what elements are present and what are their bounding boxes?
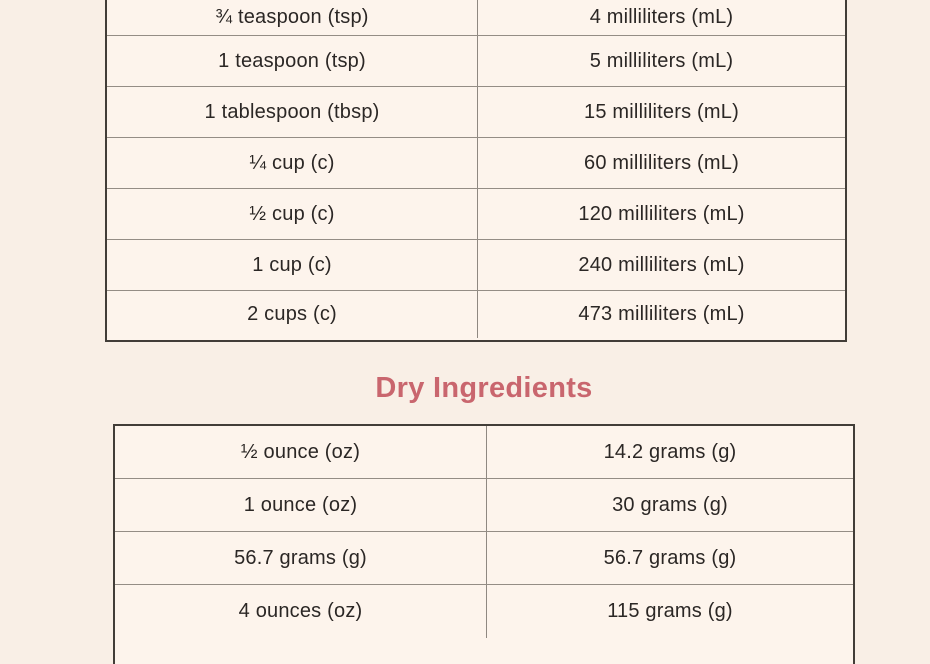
measure-cell: ¼ cup (c): [107, 138, 478, 188]
conversion-cell: 240 milliliters (mL): [578, 253, 745, 276]
conversion-cell: 5 milliliters (mL): [589, 49, 734, 72]
conversion-cell: 115 grams (g): [607, 600, 733, 622]
conversion-cell: 120 milliliters (mL): [578, 202, 745, 225]
dry-ingredients-heading: Dry Ingredients: [375, 372, 593, 404]
table-row: [115, 532, 853, 585]
measure-cell: 4 ounces (oz): [115, 585, 487, 638]
table-row: [107, 0, 845, 36]
conversion-cell: 14.2 grams (g): [603, 440, 737, 463]
measure-cell: 56.7 grams (g): [115, 532, 487, 584]
table-row: [107, 291, 845, 338]
table-row: [107, 36, 845, 87]
measure-cell: 1 cup (c): [107, 240, 478, 290]
table-row: [107, 240, 845, 291]
conversion-cell: 473 milliliters (mL): [578, 303, 745, 325]
measure-cell: ¾ teaspoon (tsp): [107, 0, 478, 35]
measure-cell: ½ ounce (oz): [115, 426, 487, 478]
conversion-cell: 60 milliliters (mL): [584, 151, 739, 174]
table-row: [107, 189, 845, 240]
table-row: [115, 426, 853, 479]
conversion-cell: 4 milliliters (mL): [589, 6, 734, 28]
conversion-cell: 56.7 grams (g): [603, 546, 737, 569]
conversion-cell: 15 milliliters (mL): [584, 100, 739, 123]
conversion-cell: 30 grams (g): [612, 493, 728, 516]
liquid-conversion-table: [105, 0, 847, 342]
measure-cell: ½ cup (c): [107, 189, 478, 239]
measure-cell: 1 teaspoon (tsp): [107, 36, 478, 86]
measure-cell: 1 ounce (oz): [115, 479, 487, 531]
table-row: [107, 138, 845, 189]
table-row: [115, 585, 853, 655]
measure-cell: 2 cups (c): [107, 291, 478, 338]
table-row: [115, 479, 853, 532]
measure-cell: 1 tablespoon (tbsp): [107, 87, 478, 137]
table-row: [107, 87, 845, 138]
dry-conversion-table: [113, 424, 855, 664]
